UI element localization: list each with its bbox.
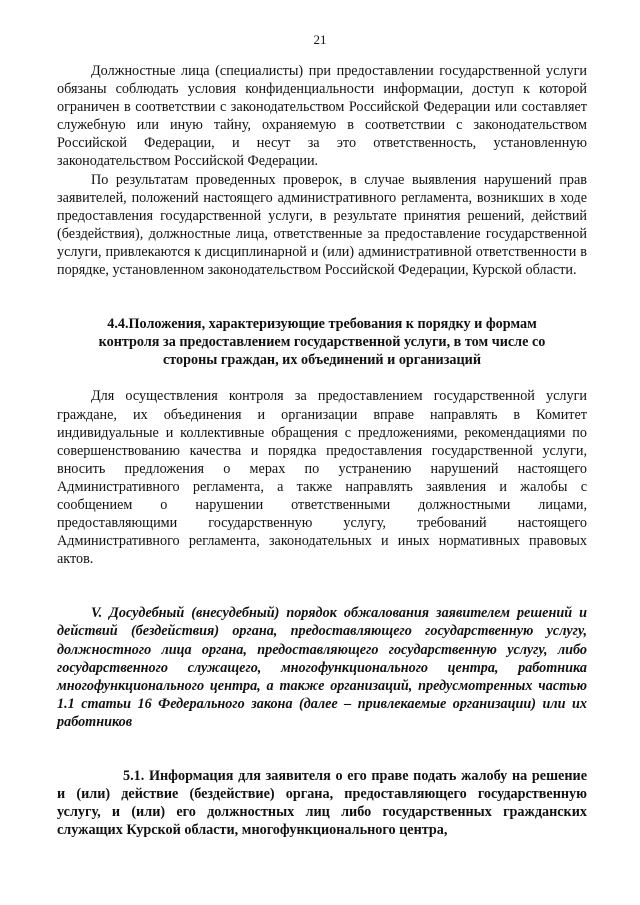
paragraph-citizen-control: Для осуществления контроля за предоставлением государственной услуги граждане, их объединения и организации вправе направлять в Комитет индивидуальные и коллективные обращения с предложениями, рекомендациями по совершенствованию качества и порядка предоставления государственной услуги, вносить предложения о мерах по устранению нарушений настоящего Административного регламента, а также направлять заявления и жалобы с сообщением о нарушении ответственными должностными лицами, предоставляющими государственную услугу, требований настоящего Административного регламента, законодательных и иных нормативных правовых актов. (57, 388, 587, 568)
section-heading-4-4: 4.4.Положения, характеризующие требования к порядку и формам контроля за предоставлением государственной услуги, в том числе со стороны граждан, их объединений и организаций (98, 316, 546, 369)
paragraph-inspection-results: По результатам проведенных проверок, в случае выявления нарушений прав заявителей, положений настоящего административного регламента, возникших в ходе предоставления государственной услуги, в результате принятия решений, действий (бездействия), должностные лица, ответственные за предоставление государственной услуги, привлекаются к дисциплинарной и (или) административной ответственности в порядке, установленном законодательством Российской Федерации, Курской области. (57, 171, 587, 279)
section-heading-5-1: 5.1. Информация для заявителя о его праве подать жалобу на решение и (или) действие (бездействие) органа, предоставляющего государственную услугу, и (или) его должностных лиц либо государственных гражданских служащих Курской области, многофункционального центра, (57, 768, 587, 839)
page-number: 21 (313, 32, 327, 47)
section-heading-v: V. Досудебный (внесудебный) порядок обжалования заявителем решений и действий (бездействия) органа, предоставляющего государственную услугу, должностного лица органа, предоставляющего государственную услугу, либо государственного служащего, многофункционального центра, работника многофункционального центра, а также организаций, предусмотренных частью 1.1 статьи 16 Федерального закона (далее – привлекаемые организации) или их работников (57, 605, 587, 730)
paragraph-confidentiality: Должностные лица (специалисты) при предоставлении государственной услуги обязаны соблюдать условия конфиденциальности информации, доступ к которой ограничен в соответствии с законодательством Российской Федерации или составляет служебную или иную тайну, охраняемую в соответствии с законодательством Российской Федерации, и несут за это ответственность, установленную законодательством Российской Федерации. (57, 63, 587, 170)
page-content (57, 62, 587, 839)
